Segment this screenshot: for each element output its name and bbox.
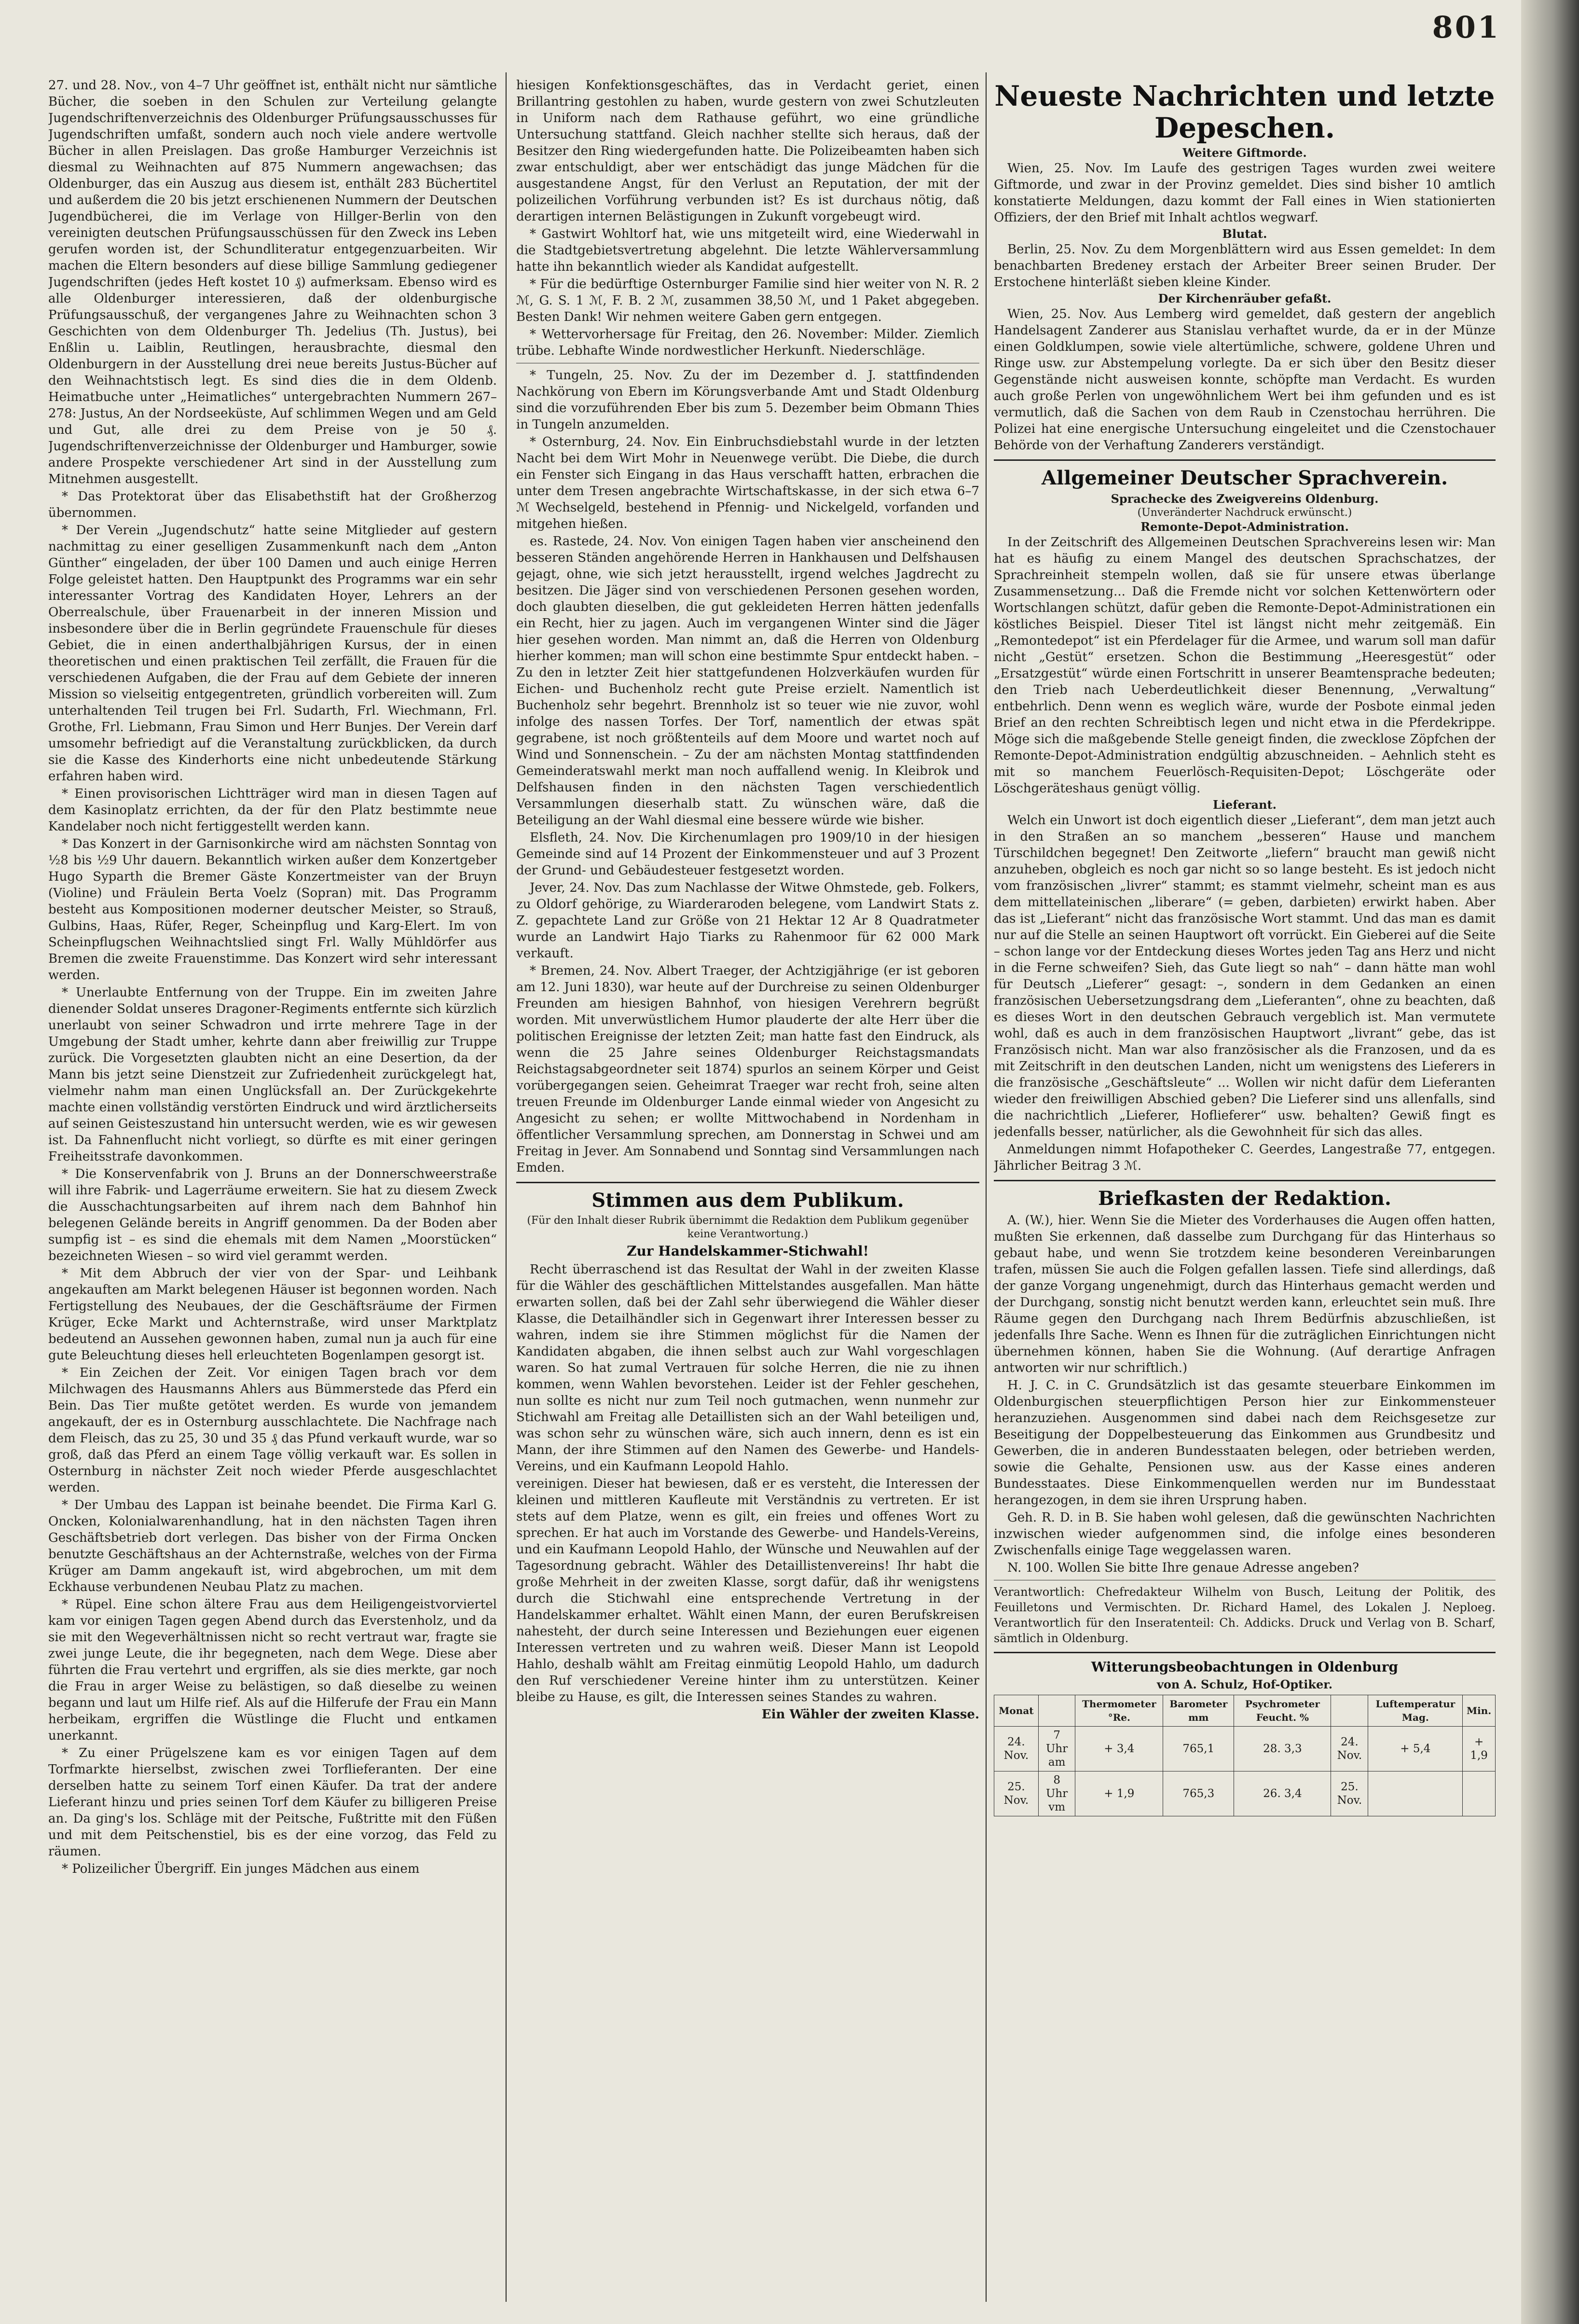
weather-header: Thermometer °Re. [1075, 1695, 1163, 1727]
table-cell: + 1,9 [1075, 1771, 1163, 1816]
column-2 [516, 77, 979, 2307]
article-paragraph: hiesigen Konfektionsgeschäftes, das in Verdacht geriet, einen Brillantring gestohlen zu haben, wurde gestern von zwei Schutzleuten in Uniform nach dem Rathause geführt, wo eine gründliche Untersuchung stattfand. Gleich nachher stellte sich heraus, daß der Besitzer den Ring wiedergefunden hatte. Die Polizeibeamten haben sich zwar entschuldigt, aber wer entschädigt das junge Mädchen für die ausgestandene Angst, für den Verlust an Reputation, der mit der polizeilichen Vorführung verbunden ist? Es ist durchaus nötig, daß derartigen internen Belästigungen in Zukunft vorgebeugt wird. [516, 78, 979, 224]
table-cell: 26. 3,4 [1234, 1771, 1331, 1816]
table-cell: 765,3 [1163, 1771, 1234, 1816]
article-paragraph: * Tungeln, 25. Nov. Zu der im Dezember d. J. stattfindenden Nachkörung von Ebern im Körungsverbande Amt und Stadt Oldenburg sind die vorzuführenden Eber bis zum 5. Dezember beim Obmann Thies in Tungeln anzumelden. [516, 368, 979, 432]
imprint: Verantwortlich: Chefredakteur Wilhelm von Busch, Leitung der Politik, des Feuilletons und Vermischten. Dr. Richard Hamel, des Lokalen J. Neploeg. Verantwortlich für den Inseratenteil: Ch. Addicks. Druck und Verlag von B. Scharf, sämtlich in Oldenburg. [994, 1585, 1496, 1645]
article-paragraph: * Das Konzert in der Garnisonkirche wird am nächsten Sonntag von ½8 bis ½9 Uhr dauern. Bekanntlich wirken außer dem Konzertgeber Hugo Syparth die Bremer Gäste Konzertmeister van der Bruyn (Violine) und Fräulein Berta Voelz (Sopran) mit. Das Programm besteht aus Kompositionen moderner deutscher Meister, so Strauß, Gulbins, Haas, Rüfer, Reger, Scheinpflug und Karg-Elert. Im von Scheinpflugschen Weihnachtslied singt Frl. Wally Mühldörfer aus Bremen die zweite Frauenstimme. Das Konzert wird sehr interessant werden. [48, 837, 497, 982]
weather-header: Luftemperatur Mag. [1368, 1695, 1463, 1727]
news-paragraph: Wien, 25. Nov. Aus Lemberg wird gemeldet, daß gestern der angeblich Handelsagent Zanderer aus Stanislau verhaftet wurde, da er in der Münze einen Goldklumpen, sowie viele altertümliche, schwere, goldene Uhren und Ringe usw. zur Abstempelung vorlegte. Da er sich über den Besitz dieser Gegenstände nicht ausweisen konnte, schöpfte man Verdacht. Es wurden auch große Perlen von ungewöhnlichem Wert bei ihm gefunden und es ist vermutlich, daß die Sachen von dem Raub in Czenstochau herrühren. Die Polizei hat eine energische Untersuchung eingeleitet und die Czenstochauer Behörde von der Verhaftung Zanderers verständigt. [994, 307, 1496, 453]
weather-header [1331, 1695, 1368, 1727]
table-cell: 24. Nov. [994, 1727, 1039, 1771]
article-paragraph: * Einen provisorischen Lichtträger wird man in diesen Tagen auf dem Kasinoplatz errichten, da der für den Platz bestimmte neue Kandelaber noch nicht fertiggestellt werden kann. [48, 787, 497, 834]
table-cell [1463, 1771, 1496, 1816]
article-paragraph: Anmeldungen nimmt Hofapotheker C. Geerdes, Langestraße 77, entgegen. Jährlicher Beitrag 3 ℳ. [994, 1142, 1496, 1173]
article-paragraph: * Bremen, 24. Nov. Albert Traeger, der Achtzigjährige (er ist geboren am 12. Juni 1830), war heute auf der Durchreise zu seinen Oldenburger Freunden am hiesigen Bahnhof, von hiesigen Verehrern begrüßt worden. Mit unverwüstlichem Humor plauderte der alte Herr über die politischen Ereignisse der letzten Zeit; man hatte fast den Eindruck, als wenn die 25 Jahre seines Oldenburger Reichstagsmandats Reichstagsabgeordneter seit 1874) spurlos an seinem Körper und Geist vorübergegangen seien. Geheimrat Traeger war recht froh, seine alten treuen Freunde im Oldenburger Lande einmal wieder von Angesicht zu Angesicht zu sehen; er wollte Mittwochabend in Nordenham in öffentlicher Versammlung sprechen, am Donnerstag in Schwei und am Freitag in Jever. Am Sonnabend und Sonntag sind Versammlungen nach Emden. [516, 964, 979, 1175]
letter-signature: Ein Wähler der zweiten Klasse. [761, 1707, 979, 1722]
article-paragraph: Elsfleth, 24. Nov. Die Kirchenumlagen pro 1909/10 in der hiesigen Gemeinde sind auf 14 Prozent der Einkommensteuer und auf 3 Prozent der Grund- und Gebäudesteuer festgesetzt worden. [516, 830, 979, 878]
article-paragraph: * Osternburg, 24. Nov. Ein Einbruchsdiebstahl wurde in der letzten Nacht bei dem Wirt Mohr in Neuenwege verübt. Die Diebe, die durch ein Fenster sich Eingang in das Haus verschafft hatten, erbrachen die unter dem Tresen angebrachte Wirtschaftskasse, in der sich etwa 6–7 ℳ Wechselgeld, bestehend in Pfennig- und Nickelgeld, vorfanden und mitgehen hießen. [516, 435, 979, 531]
divider [516, 1182, 979, 1183]
weather-header [1038, 1695, 1075, 1727]
article-paragraph: * Das Protektorat über das Elisabethstift hat der Großherzog übernommen. [48, 489, 497, 520]
article-paragraph: * Der Umbau des Lappan ist beinahe beendet. Die Firma Karl G. Oncken, Kolonialwarenhandlung, hat in den nächsten Tagen ihren Geschäftsbetrieb dort verlegen. Das bisher von der Firma Oncken benutzte Geschäftshaus an der Achternstraße, welches von der Firma Krüger am Damm angekauft ist, wird abgebrochen, um mit dem Eckhause verbundenen Neubau Platz zu machen. [48, 1498, 497, 1594]
table-row [994, 1771, 1496, 1816]
weather-header: Min. [1463, 1695, 1496, 1727]
weather-subtitle: von A. Schulz, Hof-Optiker. [1156, 1677, 1333, 1691]
article-paragraph: Jever, 24. Nov. Das zum Nachlasse der Witwe Ohmstede, geb. Folkers, zu Oldorf gehörige, zu Wiarderaroden belegene, vom Landwirt Stats z. Z. gepachtete Land zur Größe von 21 Hektar 12 Ar 8 Quadratmeter wurde an Landwirt Hajo Tiarks zu Rahenmoor für 62 000 Mark verkauft. [516, 881, 979, 961]
letter-reply: Geh. R. D. in B. Sie haben wohl gelesen, daß die gewünschten Nachrichten inzwischen wieder aufgenommen sind, die infolge eines besonderen Zwischenfalls einige Tage weggelassen waren. [994, 1510, 1496, 1558]
table-cell: 8 Uhr vm [1038, 1771, 1075, 1816]
letter-paragraph: vereinigen. Dieser hat bewiesen, daß er es versteht, die Interessen der kleinen und mittleren Kaufleute mit Verständnis zu vertreten. Er ist stets auf dem Platze, wenn es gilt, ein freies und offenes Wort zu sprechen. Er hat auch im Vorstande des Gewerbe- und Handels-Vereins, und ein Kaufmann Leopold Hahlo, der Wünsche und Neuwahlen auf der Tagesordnung gebracht. Wähler des Detaillistenvereins! Ihr habt die große Mehrheit in der zweiten Klasse, sorgt dafür, daß ihr wenigstens durch die Stichwahl eine entsprechende Vertretung in der Handelskammer erhaltet. Wählt einen Mann, der euren Berufskreisen nahesteht, der durch seine Interessen und Beziehungen euer eigenen Interessen vertreten und zu wahren weiß. Dieser Mann ist Leopold Hahlo, deshalb wählt am Freitag einmütig Leopold Hahlo, um dadurch den Ruf verschiedener Vereine hinter ihm zu unterstützen. Keiner bleibe zu Hause, es gilt, die Interessen seines Standes zu wahren. [516, 1477, 979, 1704]
article-paragraph: * Rüpel. Eine schon ältere Frau aus dem Heiligengeistvorviertel kam vor einigen Tagen gegen Abend durch das Everstenholz, und da sie mit den Wegeverhältnissen nicht so recht vertraut war, fragte sie zwei junge Leute, die ihr begegneten, nach dem Wege. Diese aber führten die Frau vertehrt und ergriffen, als sie dies merkte, gar noch die Frau in arger Weise zu belästigen, so daß dieselbe zu weinen begann und laut um Hilfe rief. Als auf die Hilferufe der Frau ein Mann herbeikam, ergriffen die Wüstlinge die Flucht und entkamen unerkannt. [48, 1597, 497, 1743]
divider [994, 1652, 1496, 1653]
article-paragraph: * Der Verein „Jugendschutz“ hatte seine Mitglieder auf gestern nachmittag zu einer geselligen Zusammenkunft nach dem „Anton Günther“ eingeladen, der über 100 Damen und auch einige Herren Folge geleistet hatten. Den Hauptpunkt des Programms war ein sehr interessanter Vortrag des Kandidaten Hoyer, Lehrers an der Oberrealschule, über Frauenarbeit in der inneren Mission und insbesondere über die in Berlin gegründete Frauenschule für dieses Gebiet, die in einen anderthalbjährigen Kursus, der in einen theoretischen und einen praktischen Teil zerfällt, die Frauen für die verschiedenen Aufgaben, die der Frau auf dem Gebiete der inneren Mission so vielseitig entgegentreten, gründlich vorbereiten will. Zum unterhaltenden Teil trugen bei Frl. Sudarth, Frl. Wiechmann, Frl. Grothe, Frl. Liebmann, Frau Simon und Herr Bunjes. Der Verein darf umsomehr befriedigt auf die Veranstaltung zurückblicken, da durch sie die Kasse des Kinderhorts eine nicht unbedeutende Stärkung erfahren haben wird. [48, 523, 497, 784]
weather-title: Witterungsbeobachtungen in Oldenburg [1091, 1659, 1399, 1675]
subheadline: Remonte-Depot-Administration. [1140, 520, 1349, 534]
headline: Neueste Nachrichten und letzte Depeschen. [994, 80, 1495, 144]
letter-paragraph: Recht überraschend ist das Resultat der Wahl in der zweiten Klasse für die Wähler des geschäftlichen Mittelstandes ausgefallen. Man hätte erwarten sollen, daß bei der Zahl sehr überwiegend die Wähler dieser Klasse, die Detailhändler sich in Gegenwart ihrer Interessen besser zu wahren, indem sie ihre Stimmen möglichst für die Namen der Kandidaten abgaben, die ihnen selbst auch zur Wahl vorgeschlagen waren. So hat zumal Vertrauen für solche Herren, die nie zu ihnen kommen, wenn Wahlen bevorstehen. Leider ist der Fehler geschehen, nun sollte es nicht nur zum Teil noch gutmachen, wenn nunmehr zur Stichwahl am Freitag alle Detaillisten sich an der Wahl beteiligen und, was schon sehr zu wünschen wäre, sich auch innern, denn es ist ein Mann, der ihre Stimmen auf den Namen des Gewerbe- und Handels-Vereins, und ein Kaufmann Leopold Hahlo. [516, 1262, 979, 1474]
page-number: 801 [1432, 10, 1500, 45]
weather-table [994, 1695, 1496, 1816]
weather-header: Barometer mm [1163, 1695, 1234, 1727]
column-3 [994, 77, 1496, 2307]
weather-header: Psychrometer Feucht. % [1234, 1695, 1331, 1727]
divider [994, 459, 1496, 461]
article-paragraph: * Polizeilicher Übergriff. Ein junges Mädchen aus einem [62, 1862, 420, 1876]
table-cell: + 3,4 [1075, 1727, 1163, 1771]
column-rule [506, 72, 507, 2302]
column-rule [986, 72, 987, 2302]
article-paragraph: * Unerlaubte Entfernung von der Truppe. Ein im zweiten Jahre dienender Soldat unseres Dragoner-Regiments entfernte sich kürzlich unerlaubt von seiner Schwadron und irrte mehrere Tage in der Umgebung der Stadt umher, kehrte dann aber freiwillig zur Truppe zurück. Die Vorgesetzten glaubten nicht an eine Desertion, da der Mann bis jetzt seine Dienstzeit zur Zufriedenheit zurückgelegt hat, vielmehr nahm man einen Unglücksfall an. Der Zurückgekehrte machte einen vollständig verstörten Eindruck und wird ärztlicherseits auf seinen Geisteszustand hin untersucht werden, wie es wir gewesen ist. Da Fahnenflucht nicht vorliegt, so dürfte es mit einer geringen Freiheitsstrafe davonkommen. [48, 985, 497, 1164]
news-paragraph: Wien, 25. Nov. Im Laufe des gestrigen Tages wurden zwei weitere Giftmorde, und zwar in der Provinz gemeldet. Dies sind bisher 10 amtlich konstatierte Meldungen, dazu kommt der Fall eines in Wien stationierten Offiziers, der den Brief mit Inhalt achtlos wegwarf. [994, 161, 1496, 225]
section-title: Allgemeiner Deutscher Sprachverein. [1041, 467, 1448, 489]
section-note: (Für den Inhalt dieser Rubrik übernimmt die Redaktion dem Publikum gegenüber keine Verantwortung.) [527, 1215, 969, 1240]
table-cell: 765,1 [1163, 1727, 1234, 1771]
letter-reply: A. (W.), hier. Wenn Sie die Mieter des Vorderhauses die Augen offen hatten, mußten Sie erkennen, daß dasselbe zum Durchgang für das Hinterhaus so gebaut habe, und wenn Sie trotzdem keine besonderen Vereinbarungen trafen, müssen Sie auch die Folgen gefallen lassen. Tiefe sind allerdings, daß der ganze Vorgang ungenehmigt, durch das Hinterhaus gemacht werden und der Durchgang, sonstig nicht benutzt werden kann, erleuchtet sein muß. Ihre Räume gegen den Durchgang nach Ihrem Bedürfnis abzuschließen, ist jedenfalls Ihre Sache. Wenn es Ihnen für die zuträglichen Einrichtungen nicht übernehmen können, haben Sie die Wohnung. (Auf derartige Anfragen antworten wir nur schriftlich.) [994, 1213, 1496, 1375]
article-paragraph: * Die Konservenfabrik von J. Bruns an der Donnerschweerstraße will ihre Fabrik- und Lagerräume erweitern. Sie hat zu diesem Zweck die Ausschachtungsarbeiten auf ihrem nach dem Bahnhof hin belegenen Gelände bereits in Angriff genommen. Da der Boden aber sumpfig ist – es sind die ehemals mit dem Namen „Moorstücken“ bezeichneten Wiesen – so wird viel gerammt werden. [48, 1167, 497, 1263]
article-paragraph: Welch ein Unwort ist doch eigentlich dieser „Lieferant“, dem man jetzt auch in den Straßen an so manchem „besseren“ Hause und manchem Türschildchen begegnet! Den Zeitworte „liefern“ braucht man gewiß nicht anzuheben, obgleich es noch gar nicht so so lange besteht. Es ist jedoch nicht vom französischen „livrer“ stammt; es stammt vielmehr, scheint man es aus dem mittellateinischen „liberare“ (= geben, darbieten) erwirkt haben. Aber das ist „Lieferant“ nicht das französische Wort stammt. Und das man es damit nur auf die Stelle an seinen Hauptwort oft vorrückt. Ein Gieberei auf die Seite – schon lange vor der Entdeckung dieses Wortes jeden Tag ans Herz und nicht in die Ferne schweifen? Sieh, das Gute liegt so nah“ – dann hätte man wohl für Deutsch „Lieferer“ gesagt: –, sondern in dem Gedanken an einen französischen Uebersetzungsdrang dem „Lieferanten“, ohne zu beachten, daß es dieses Wort in den deutschen Gebrauch vergeblich ist. Man vermutete wohl, daß es auch in dem französischen Hauptwort „livrant“ gebe, das ist Französisch nicht. Man war also französischer als die Franzosen, und da es mit Zeitschrift in den deutschen Landen, nicht um wenigstens des Lieferers in die französische „Geschäftsleute“ ... Wollen wir nicht dafür dem Lieferanten wieder den freiwilligen Abschied geben? Die Lieferer sind uns allenfalls, sind die nachrichtlich „Lieferer, Hoflieferer“ usw. behalten? Gewiß fingt es jedenfalls besser, natürlicher, als die Gewohnheit für sich das alles. [994, 813, 1496, 1139]
weather-header: Monat [994, 1695, 1039, 1727]
news-paragraph: Berlin, 25. Nov. Zu dem Morgenblättern wird aus Essen gemeldet: In dem benachbarten Bredeney erstach der Arbeiter Breer seinen Bruder. Der Erstochene hinterläßt sieben kleine Kinder. [994, 242, 1496, 290]
article-paragraph: 27. und 28. Nov., von 4–7 Uhr geöffnet ist, enthält nicht nur sämtliche Bücher, die soeben in den Schulen zur Verteilung gelangte Jugendschriftenverzeichnis des Oldenburger Prüfungsausschusses für Jugendschriften umfaßt, sondern auch noch viele andere wertvolle Bücher in allen Preislagen. Das große Hamburger Verzeichnis ist diesmal zu Weihnachten auf 875 Nummern angewachsen; das Oldenburger, das ein Auszug aus diesem ist, enthält 283 Büchertitel und außerdem die 20 bis jetzt erschienenen Nummern der Deutschen Jugendbücherei, die im Verlage von Hillger-Berlin von den vereinigten deutschen Prüfungsausschüssen für den Zweck ins Leben gerufen worden ist, der Schundliteratur entgegenzuarbeiten. Wir machen die Eltern besonders auf diese billige Sammlung gediegener Jugendschriften (jedes Heft kostet 10 ₰) aufmerksam. Ebenso wird es alle Oldenburger interessieren, daß der oldenburgische Prüfungsausschuß, der vergangenes Jahre zu Weihnachten schon 3 Geschichten von dem Oldenburger Th. Jedelius (Th. Justus), bei Enßlin u. Laiblin, Reutlingen, herausbrachte, diesmal den Oldenburgern in der Ausstellung drei neue bereits Justus-Bücher auf den Weihnachtstisch legt. Es sind dies die in dem Oldenb. Heimatbuche unter „Heimatliches“ untergebrachten Nummern 267–278: Justus, An der Nordseeküste, Auf schlimmen Wegen und am Geld und Gut, alle drei zu dem Preise von je 50 ₰. Jugendschriftenverzeichnisse der Oldenburger und Hamburger, sowie andere Prospekte verschiedener Art sind in der Ausstellung zum Mitnehmen ausgestellt. [48, 78, 497, 486]
table-cell: + 1,9 [1463, 1727, 1496, 1771]
subheadline: Der Kirchenräuber gefaßt. [1158, 291, 1332, 305]
column-1 [48, 77, 497, 2307]
weather-forecast: * Wettervorhersage für Freitag, den 26. November: Milder. Ziemlich trübe. Lebhafte Winde nordwestlicher Herkunft. Niederschläge. [516, 327, 979, 358]
section-title: Stimmen aus dem Publikum. [591, 1189, 904, 1212]
table-cell: 24. Nov. [1331, 1727, 1368, 1771]
section-note: (Unveränderter Nachdruck erwünscht.) [1137, 507, 1352, 519]
article-paragraph: In der Zeitschrift des Allgemeinen Deutschen Sprachvereins lesen wir: Man hat es häufig zu einem Mangel des deutschen Sprachschatzes, der Sprachreinheit stempeln wollen, daß sie für unsere etwas überlange Zusammensetzung... Daß die Fremde nicht vor solchen Kettenwörtern oder Wortschlangen schützt, dafür geben die Remonte-Depot-Administrationen ein köstliches Beispiel. Dieser Titel ist längst nicht mehr zeitgemäß. Ein „Remontedepot“ ist ein Pferdelager für die Armee, und warum soll man dafür nicht „Gestüt“ ersetzen. Schon die Bestimmung „Heeresgestüt“ oder „Ersatzgestüt“ würde einen Fortschritt in unserer Beamtensprache bedeuten; den Trieb nach Ueberdeutlichkeit dieser Benennung, „Verwaltung“ entbehrlich. Denn wenn es weglich wäre, wurde der Posbote einmal jeden Brief an den rechten Schreibtisch legen und nicht etwa in die Pferdekrippe. Möge sich die maßgebende Stelle geneigt finden, die zwecklose Zöpfchen der Remonte-Depot-Administration endgültig abzuschneiden. – Aehnlich steht es mit so manchem Feuerlösch-Requisiten-Depot; Löschgeräte oder Löschgeräteshaus genügt völlig. [994, 535, 1496, 796]
section-subtitle: Sprachecke des Zweigvereins Oldenburg. [1111, 492, 1379, 506]
table-cell: 25. Nov. [994, 1771, 1039, 1816]
divider [994, 1180, 1496, 1181]
table-cell [1368, 1771, 1463, 1816]
section-title: Briefkasten der Redaktion. [1098, 1187, 1391, 1210]
scan-edge [1521, 0, 1579, 2324]
letter-reply: H. J. C. in C. Grundsätzlich ist das gesamte steuerbare Einkommen im Oldenburgischen steuerpflichtigen Person hier zur Einkommensteuer heranzuziehen. Ausgenommen sind dabei nach dem Reichsgesetze zur Beseitigung der Doppelbesteuerung das Einkommen aus Grundbesitz und Gewerben, die in anderen Bundesstaaten belegen, oder betrieben werden, sowie die Gehalte, Pensionen usw. aus der Kasse eines anderen Bundesstaates. Diese Einkommenquellen werden nur im Bundesstaat herangezogen, in dem sie ihren Ursprung haben. [994, 1378, 1496, 1508]
article-paragraph: es. Rastede, 24. Nov. Von einigen Tagen haben vier anscheinend den besseren Ständen angehörende Herren in Hankhausen und Delfshausen gejagt, ohne, wie sich jetzt herausstellt, irgend welches Jagdrecht zu besitzen. Die Jäger sind von verschiedenen Personen gesehen worden, doch glaubten dieselben, die gut gekleideten Herren hätten jedenfalls ein Recht, hier zu jagen. Auch im vergangenen Winter sind die Jäger hier gesehen worden. Man nimmt an, daß die Herren von Oldenburg hierher kommen; man will schon eine bestimmte Spur entdeckt haben. – Zu den in letzter Zeit hier stattgefundenen Holzverkäufen wurden für Eichen- und Buchenholz recht gute Preise erzielt. Namentlich ist Buchenholz sehr begehrt. Brennholz ist so teuer wie nie zuvor, wohl infolge des nassen Torfes. Der Torf, namentlich der etwas spät gegrabene, ist noch größtenteils auf dem Moore und wartet noch auf Wind und Sonnenschein. – Zu der am nächsten Montag stattfindenden Gemeinderatswahl merkt man noch auffallend wenig. In Kleibrok und Delfshausen finden in den nächsten Tagen verschiedentlich Versammlungen dieserhalb statt. Zu wünschen wäre, daß die Beteiligung an der Wahl diesmal eine bessere würde wie bisher. [516, 534, 979, 828]
subheadline: Lieferant. [1213, 798, 1277, 812]
table-cell: 28. 3,3 [1234, 1727, 1331, 1771]
article-paragraph: * Für die bedürftige Osternburger Familie sind hier weiter von N. R. 2 ℳ, G. S. 1 ℳ, F. B. 2 ℳ, zusammen 38,50 ℳ, und 1 Paket abgegeben. Besten Dank! Wir nehmen weitere Gaben gern entgegen. [516, 277, 979, 324]
table-cell: 7 Uhr am [1038, 1727, 1075, 1771]
letter-reply: N. 100. Wollen Sie bitte Ihre genaue Adresse angeben? [1007, 1561, 1359, 1575]
newspaper-page [14, 10, 1520, 2307]
article-paragraph: * Gastwirt Wohltorf hat, wie uns mitgeteilt wird, eine Wiederwahl in die Stadtgebietsvertretung abgelehnt. Die letzte Wählerversammlung hatte ihn bekanntlich wieder als Kandidat aufgestellt. [516, 227, 979, 274]
table-cell: + 5,4 [1368, 1727, 1463, 1771]
subheadline: Blutat. [1222, 227, 1267, 241]
article-paragraph: * Zu einer Prügelszene kam es vor einigen Tagen auf dem Torfmarkte hierselbst, zwischen zwei Torflieferanten. Der eine derselben hatte zu seinem Torf einen Käufer. Da trat der andere Lieferant hinzu und pries seinen Torf dem Käufer zu billigeren Preise an. Da ging's los. Schläge mit der Peitsche, Fußtritte mit den Füßen und mit dem Peitschenstiel, bis es der eine vorzog, das Feld zu räumen. [48, 1746, 497, 1859]
section-subtitle: Zur Handelskammer-Stichwahl! [627, 1243, 869, 1259]
table-row [994, 1727, 1496, 1771]
subheadline: Weitere Giftmorde. [1182, 146, 1307, 160]
article-paragraph: * Ein Zeichen der Zeit. Vor einigen Tagen brach vor dem Milchwagen des Hausmanns Ahlers aus Bümmerstede das Pferd ein Bein. Das Tier mußte getötet werden. Es wurde von jemandem angekauft, der es in Osternburg ausschlachtete. Die Nachfrage nach dem Fleisch, das zu 25, 30 und 35 ₰ das Pfund verkauft wurde, war so groß, daß das Pferd an einem Tage völlig verkauft war. Es sollen in Osternburg in nächster Zeit noch wieder Pferde ausgeschlachtet werden. [48, 1366, 497, 1495]
article-paragraph: * Mit dem Abbruch der vier von der Spar- und Leihbank angekauften am Markt belegenen Häuser ist begonnen worden. Nach Fertigstellung des Neubaues, der die Geschäftsräume der Firmen Krüger, Ecke Markt und Achternstraße, wird unser Marktplatz bedeutend an Aussehen gewonnen haben, zumal nun ja auch für eine gute Beleuchtung dieses hell erleuchteten Bogenlampen gesorgt ist. [48, 1266, 497, 1363]
table-cell: 25. Nov. [1331, 1771, 1368, 1816]
